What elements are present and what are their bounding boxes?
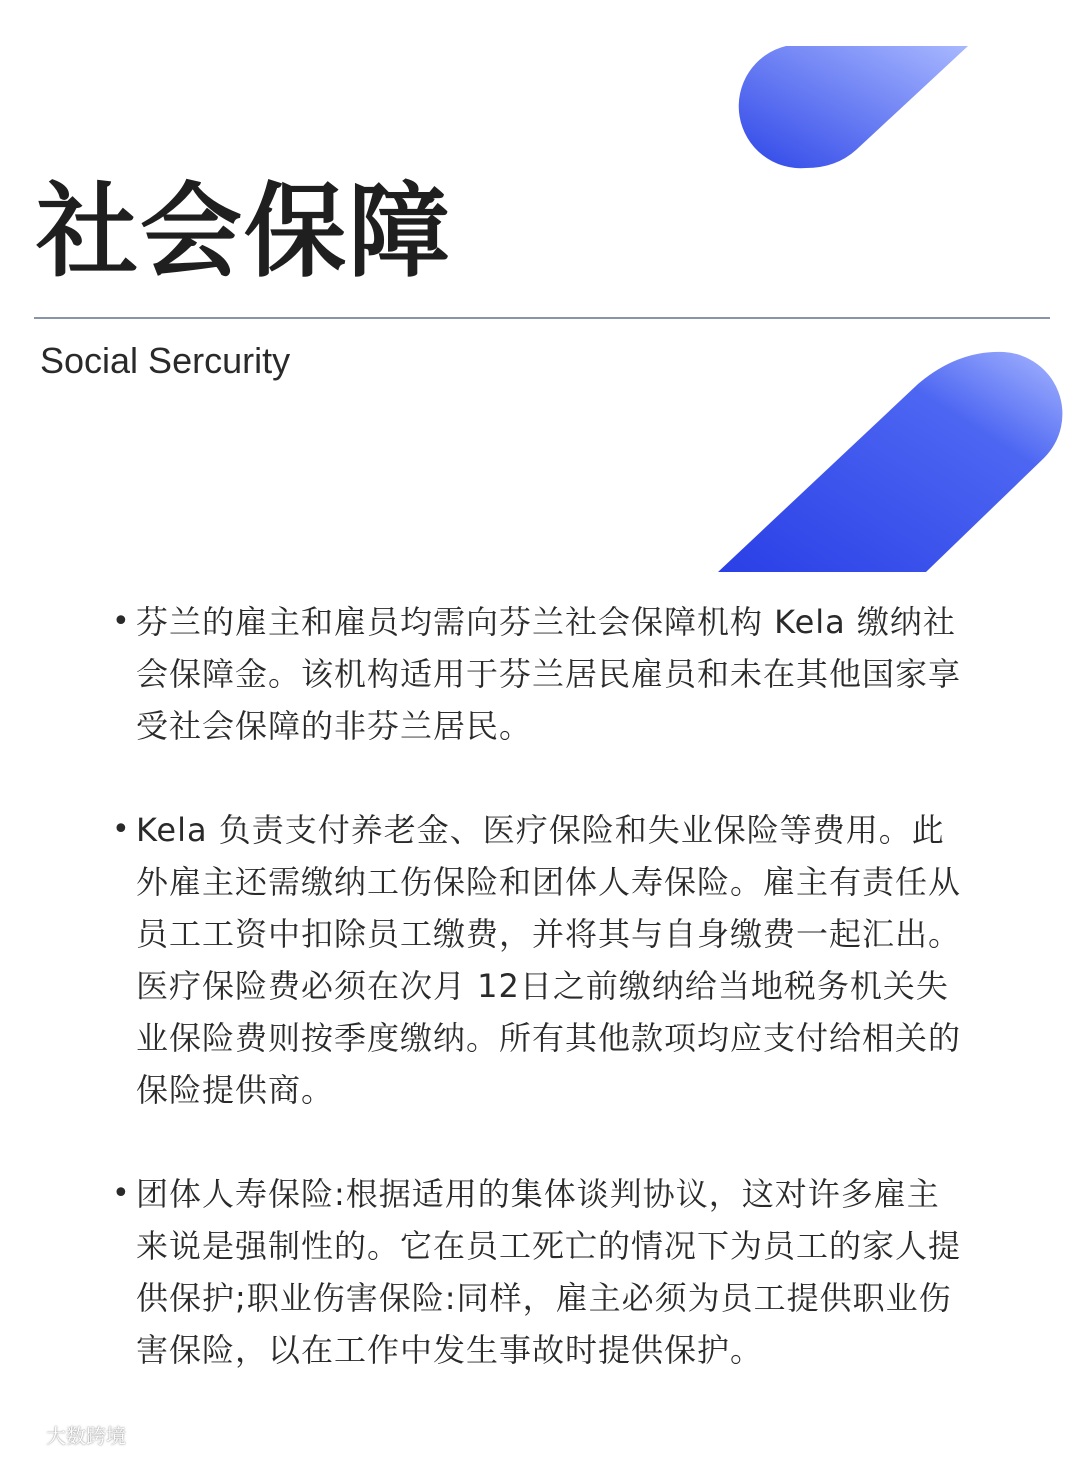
content-list — [112, 596, 972, 1428]
bullet-dot-icon: • — [112, 1176, 130, 1211]
list-item — [112, 1168, 972, 1376]
paragraph-kela-payments: Kela 负责支付养老金、医疗保险和失业保险等费用。此外雇主还需缴纳工伤保险和团体人寿保险。雇主有责任从员工工资中扣除员工缴费，并将其与自身缴费一起汇出。医疗保险费必须在次月 12日之前缴纳给当地税务机关失业保险费则按季度缴纳。所有其他款项均应支付给相关的保险提供商。 — [136, 811, 962, 1109]
page-title: 社会保障 — [36, 173, 452, 292]
page-subtitle: Social Sercurity — [40, 340, 291, 381]
list-item — [112, 596, 972, 752]
paragraph-kela-contributions: 芬兰的雇主和雇员均需向芬兰社会保障机构 Kela 缴纳社会保障金。该机构适用于芬兰居民雇员和未在其他国家享受社会保障的非芬兰居民。 — [136, 603, 962, 745]
paragraph-group-life-insurance: 团体人寿保险:根据适用的集体谈判协议，这对许多雇主来说是强制性的。它在员工死亡的情况下为员工的家人提供保护;职业伤害保险:同样，雇主必须为员工提供职业伤害保险，以在工作中发生事故时提供保护。 — [136, 1175, 962, 1369]
bullet-dot-icon: • — [112, 812, 130, 847]
side-accent-shape — [714, 348, 1074, 576]
watermark-text: 大数跨境 — [46, 1424, 126, 1448]
list-item — [112, 804, 972, 1116]
title-divider — [34, 317, 1050, 319]
bullet-dot-icon: • — [112, 604, 130, 639]
top-accent-shape — [738, 40, 978, 172]
chat-bubble-logo-icon — [10, 1425, 40, 1447]
watermark — [10, 1422, 126, 1450]
